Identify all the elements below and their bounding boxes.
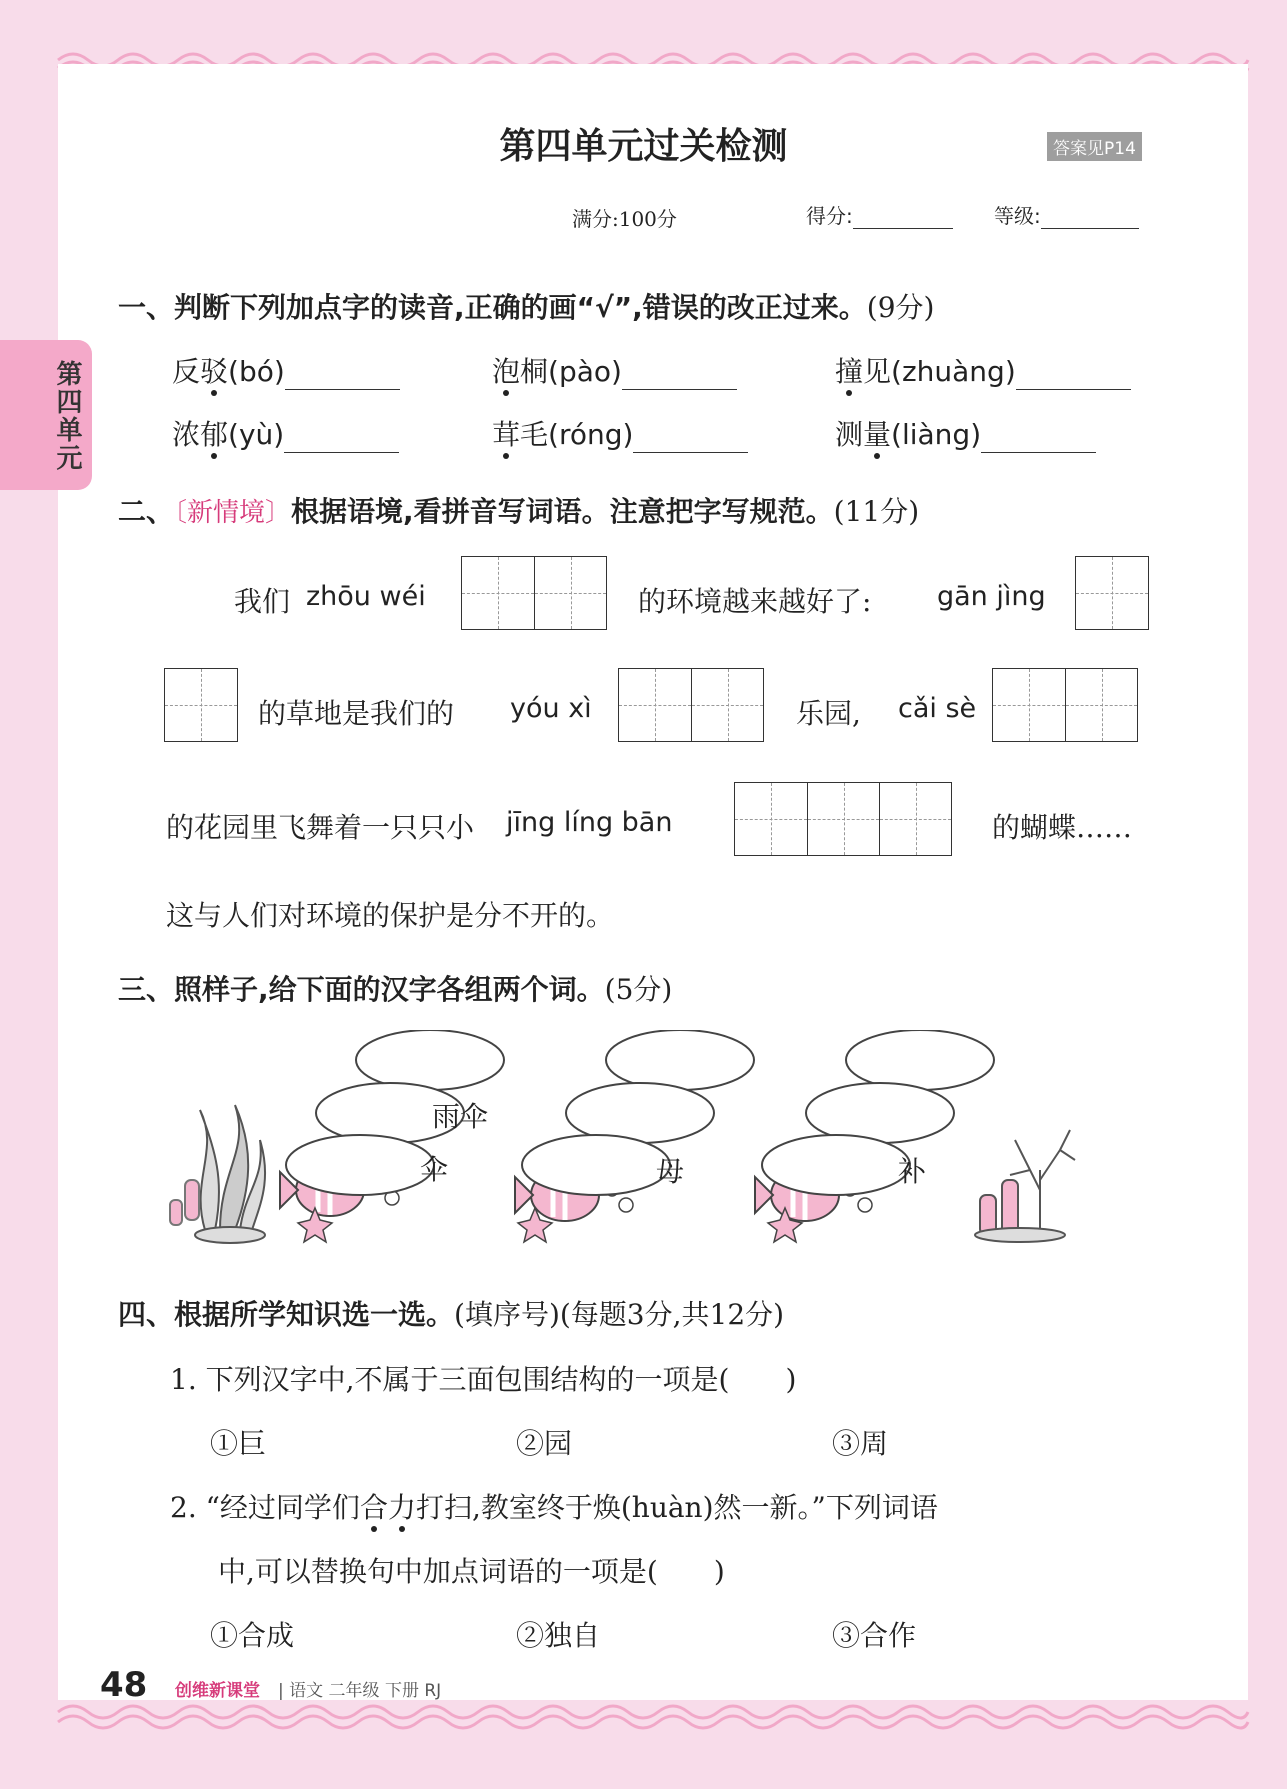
q2-grid-6[interactable] xyxy=(734,782,952,856)
q1-item-6-pinyin: (liàng) xyxy=(891,418,982,451)
q3-heading-text: 三、照样子,给下面的汉字各组两个词。 xyxy=(118,973,605,1006)
q3-points: (5分) xyxy=(604,973,673,1006)
q1-item-2-blank[interactable] xyxy=(622,355,737,390)
q1-item-3-dotted: 撞 xyxy=(835,355,864,388)
q1-item-5 xyxy=(492,413,748,453)
q1-item-5-blank[interactable] xyxy=(633,418,748,453)
answer-reference-badge: 答案见P14 xyxy=(1047,132,1142,161)
q2-grid-2[interactable] xyxy=(1075,556,1149,630)
footer-brand: 创维新课堂 xyxy=(175,1681,260,1701)
q2-line4: 这与人们对环境的保护是分不开的。 xyxy=(166,899,615,932)
q1-item-3 xyxy=(835,350,1131,390)
q1-item-2-dotted: 泡 xyxy=(492,355,521,388)
q2-line2-a: 的草地是我们的 xyxy=(258,697,455,730)
q2-points: (11分) xyxy=(833,495,920,528)
q1-item-3-post: 见 xyxy=(863,355,892,388)
q1-item-1-pinyin: (bó) xyxy=(228,355,285,388)
q1-item-3-blank[interactable] xyxy=(1016,355,1131,390)
q1-item-5-pinyin: (róng) xyxy=(548,418,634,451)
q2-grid-3[interactable] xyxy=(164,668,238,742)
q1-heading xyxy=(118,286,934,326)
q2-line3-a: 的花园里飞舞着一只只小 xyxy=(166,811,475,844)
q4-q2-dotted-1: 合 xyxy=(359,1491,388,1524)
q2-pinyin-3: yóu xì xyxy=(510,693,592,724)
bubble-group-2 xyxy=(522,1030,754,1195)
score-label: 得分: xyxy=(806,204,853,228)
new-context-tag: 〔新情境〕 xyxy=(174,498,292,528)
q1-item-4-dotted: 郁 xyxy=(200,418,229,451)
q2-prefix: 二、 xyxy=(118,495,175,528)
q2-line1-a: 我们 xyxy=(234,585,291,618)
char-bubble-1: 伞 xyxy=(420,1153,449,1186)
q4-q2-stem-a: 2. “经过同学们 xyxy=(170,1491,360,1524)
q4-q1-option-2[interactable]: ②园 xyxy=(516,1427,573,1460)
char-bubble-3: 补 xyxy=(898,1155,927,1188)
q1-item-1 xyxy=(172,350,400,390)
q4-q2-dotted-2: 力 xyxy=(387,1491,416,1524)
q1-item-2-post: 桐 xyxy=(520,355,549,388)
q2-pinyin-2: gān jìng xyxy=(937,581,1046,612)
q2-grid-1[interactable] xyxy=(461,556,607,630)
q1-item-4 xyxy=(172,413,399,453)
bottom-wave-border xyxy=(0,1700,1287,1740)
grade-blank[interactable] xyxy=(1041,228,1139,229)
q4-q2-option-2[interactable]: ②独自 xyxy=(516,1619,601,1652)
q1-item-4-pre: 浓 xyxy=(172,418,201,451)
q4-question-2-stem xyxy=(170,1486,938,1526)
q2-line1-b: 的环境越来越好了: xyxy=(638,585,872,618)
full-score-label: 满分:100分 xyxy=(572,207,677,231)
q4-q2-stem-c: 中,可以替换句中加点词语的一项是( ) xyxy=(218,1555,725,1588)
q1-item-6-pre: 测 xyxy=(835,418,864,451)
char-bubble-2: 母 xyxy=(656,1155,685,1188)
q4-q1-option-1[interactable]: ①巨 xyxy=(210,1427,267,1460)
bubble-group-3 xyxy=(762,1030,994,1195)
q4-q1-option-3[interactable]: ③周 xyxy=(832,1427,889,1460)
q2-pinyin-4: cǎi sè xyxy=(898,693,977,724)
page-title: 第四单元过关检测 xyxy=(499,126,788,167)
q1-item-6-blank[interactable] xyxy=(981,418,1096,453)
q2-grid-4[interactable] xyxy=(618,668,764,742)
unit-side-tab-label: 第四单元 xyxy=(52,360,82,472)
q4-heading-text: 四、根据所学知识选一选。 xyxy=(118,1298,455,1331)
page-number: 48 xyxy=(100,1665,148,1705)
q1-item-5-dotted: 茸 xyxy=(492,418,521,451)
q1-item-4-pinyin: (yù) xyxy=(228,418,285,451)
grade-field[interactable] xyxy=(994,200,1139,229)
q2-pinyin-1: zhōu wéi xyxy=(306,581,426,612)
q1-item-1-pre: 反 xyxy=(172,355,201,388)
q4-heading xyxy=(118,1293,784,1333)
q1-item-6 xyxy=(835,413,1096,453)
example-word-bubble: 雨伞 xyxy=(432,1100,489,1133)
q1-item-2-pinyin: (pào) xyxy=(548,355,622,388)
q2-line3-b: 的蝴蝶…… xyxy=(992,811,1133,844)
q4-question-1-stem: 1. 下列汉字中,不属于三面包围结构的一项是( ) xyxy=(170,1363,797,1396)
q1-item-2 xyxy=(492,350,737,390)
q2-heading-text: 根据语境,看拼音写词语。注意把字写规范。 xyxy=(291,495,834,528)
q2-line2-b: 乐园, xyxy=(796,697,861,730)
q1-item-6-dotted: 量 xyxy=(863,418,892,451)
grade-label: 等级: xyxy=(994,204,1041,228)
q1-item-1-blank[interactable] xyxy=(285,355,400,390)
q1-item-3-pinyin: (zhuàng) xyxy=(891,355,1016,388)
q1-item-5-post: 毛 xyxy=(520,418,549,451)
q4-q2-option-3[interactable]: ③合作 xyxy=(832,1619,917,1652)
q4-q2-stem-b: 打扫,教室终于焕(huàn)然一新。”下列词语 xyxy=(415,1491,938,1524)
score-field[interactable] xyxy=(806,200,953,229)
q2-heading xyxy=(118,490,919,530)
q1-item-1-dotted: 驳 xyxy=(200,355,229,388)
q1-item-4-blank[interactable] xyxy=(284,418,399,453)
seaweed-left-icon xyxy=(195,1105,265,1243)
q1-heading-text: 一、判断下列加点字的读音,正确的画“√”,错误的改正过来。 xyxy=(118,291,867,324)
q2-pinyin-5: jīng líng bān xyxy=(506,807,673,838)
coral-left-icon xyxy=(170,1180,199,1225)
q4-points: (填序号)(每题3分,共12分) xyxy=(454,1298,785,1331)
q3-heading xyxy=(118,968,672,1008)
q4-q2-option-1[interactable]: ①合成 xyxy=(210,1619,295,1652)
score-blank[interactable] xyxy=(853,228,953,229)
coral-right-icon xyxy=(975,1130,1075,1242)
q3-bubble-illustration xyxy=(160,1030,1150,1260)
footer-info: | 语文 二年级 下册 RJ xyxy=(278,1681,442,1701)
q2-grid-5[interactable] xyxy=(992,668,1138,742)
q1-points: (9分) xyxy=(866,291,935,324)
